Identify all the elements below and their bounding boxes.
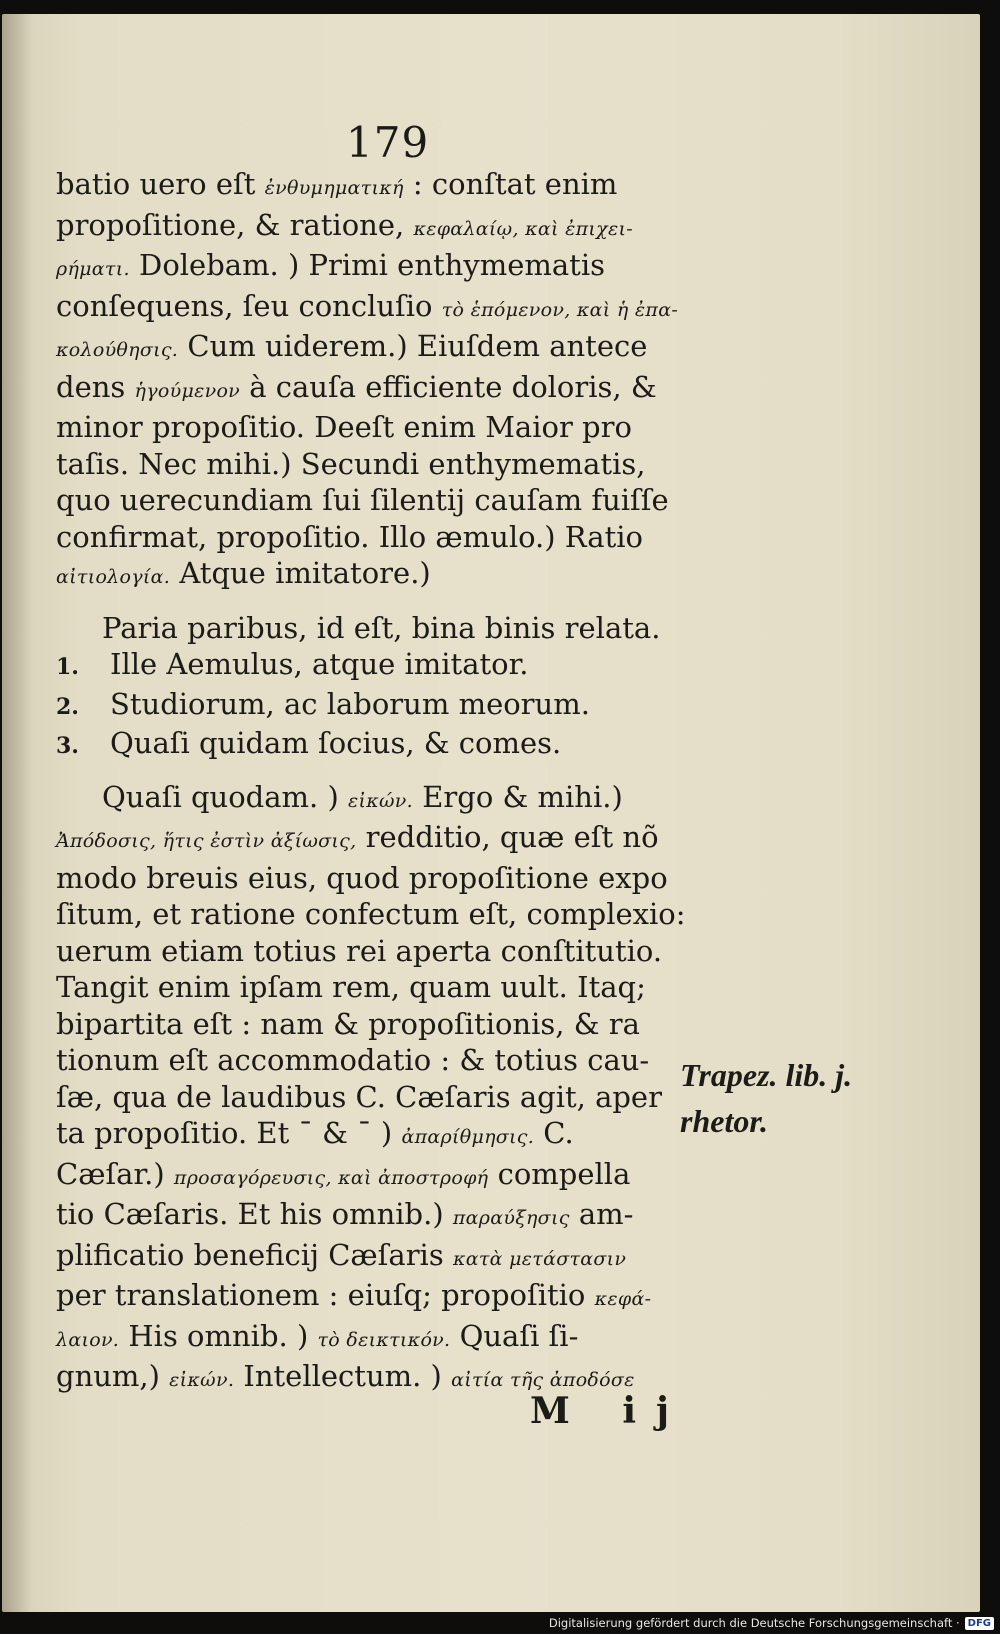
text-line: modo breuis eius, quod propoſitione expo (56, 860, 668, 895)
marginal-note-line: Trapez. lib. j. (680, 1057, 853, 1093)
text-line: κολούθησις. Cum uiderem.) Eiuſdem antece (56, 329, 648, 363)
text-line: conſequens, ſeu concluſio τὸ ἑπόμενον, καὶ ἡ ἐπα- (56, 288, 679, 323)
text-line: dens ἡγούμενον à cauſa efficiente doloris, & (56, 369, 657, 404)
footer-credit (549, 1614, 994, 1632)
section-heading: Paria paribus, id eſt, bina binis relata. (102, 610, 661, 645)
text-line: ta propoſitio. Et ¯ & ¯ ) ἀπαρίθμησις. C. (56, 1116, 574, 1150)
footer-text: Digitalisierung gefördert durch die Deutsche Forschungsgemeinschaft · (548, 1616, 960, 1630)
text-line: bipartita eſt : nam & propoſitionis, & ra (56, 1006, 640, 1041)
marginal-note (680, 1052, 852, 1144)
list-item: 1. Ille Aemulus, atque imitator. (56, 647, 529, 681)
text-line: taſis. Nec mihi.) Secundi enthymematis, (56, 446, 646, 481)
text-line: confirmat, propoſitio. Illo æmulo.) Ratio (56, 519, 643, 554)
text-line: per translationem : eiuſq; propoſitio κεφά- (56, 1278, 652, 1312)
text-line: Quaſi quodam. ) εἰκών. Ergo & mihi.) (102, 779, 623, 814)
marginal-note-line: rhetor. (680, 1103, 769, 1139)
text-line: gnum,) εἰκών. Intellectum. ) αἰτία τῆς ἀποδόσε (56, 1359, 635, 1393)
text-line: ſitum, et ratione confectum eſt, complexio: (56, 897, 686, 931)
text-line: uerum etiam totius rei aperta conſtitutio. (56, 933, 663, 968)
text-line: tionum eſt accommodatio : & totius cau- (56, 1043, 650, 1077)
text-line: propoſitione, & ratione, κεφαλαίῳ, καὶ ἐπιχει- (56, 207, 633, 242)
text-line: ſæ, qua de laudibus C. Cæſaris agit, aper (56, 1079, 662, 1114)
text-line: minor propoſitio. Deeſt enim Maior pro (56, 410, 632, 444)
text-line: Tangit enim ipſam rem, quam uult. Itaq; (56, 970, 646, 1004)
text-line: quo uerecundiam ſui ſilentij cauſam fuiſſe (56, 483, 669, 517)
main-text (56, 166, 686, 1399)
book-page (2, 14, 980, 1612)
dfg-logo-icon: DFG (965, 1617, 994, 1630)
text-line: Cæſar.) προσαγόρευσις, καὶ ἀποστροφή compella (56, 1156, 631, 1191)
page-number: 179 (346, 118, 430, 167)
signature-mark: M ij (530, 1390, 690, 1432)
text-line: Ἀπόδοσις, ἥτις ἐστὶν ἀξίωσις, redditio, quæ eſt nõ (56, 820, 659, 854)
list-item: 2. Studiorum, ac laborum meorum. (56, 686, 590, 721)
text-line: ρήματι. Dolebam. ) Primi enthymematis (56, 248, 605, 282)
list-item: 3. Quaſi quidam ſocius, & comes. (56, 726, 562, 760)
text-line: λαιον. His omnib. ) τὸ δεικτικόν. Quaſi ſi- (56, 1318, 579, 1353)
text-line: plificatio beneficij Cæſaris κατὰ μετάστασιν (56, 1237, 627, 1272)
text-line: αἰτιολογία. Atque imitatore.) (56, 556, 431, 590)
text-line: tio Cæſaris. Et his omnib.) παραύξησις am- (56, 1197, 634, 1231)
text-line: batio uero eſt ἐνθυμηματική : conſtat enim (56, 167, 618, 201)
